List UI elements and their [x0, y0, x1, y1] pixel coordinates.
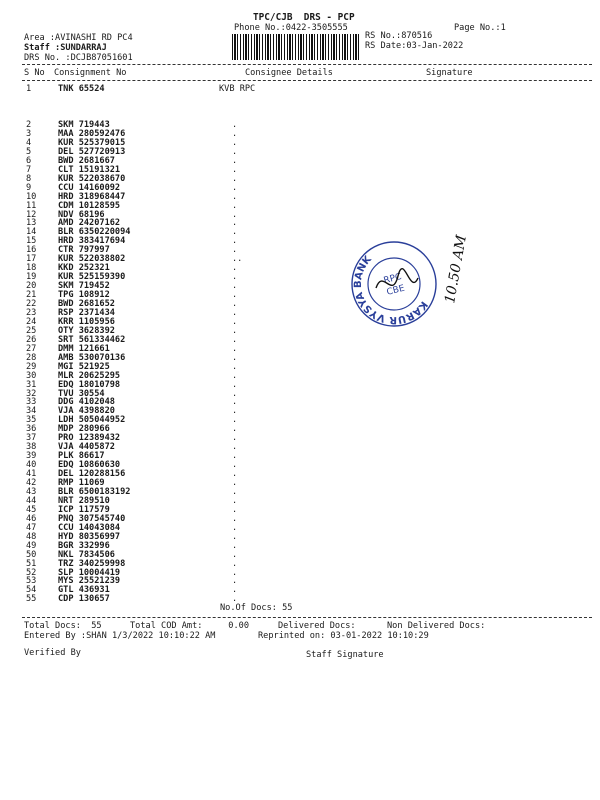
verified-by: Verified By [24, 648, 81, 658]
row-sno: 21 [26, 290, 37, 301]
column-consignment: Consignment No [54, 68, 127, 78]
row-consignee: . [232, 397, 238, 408]
row-consignee: . [232, 272, 238, 283]
row-consignee: . [232, 594, 238, 605]
row-sno: 2 [26, 120, 32, 130]
row-consignee: . [232, 227, 238, 238]
row-sno: 51 [26, 558, 37, 569]
bank-stamp [348, 238, 440, 330]
row-consignee: . [232, 540, 238, 551]
row-consignment: HRD 383417694 [58, 236, 126, 247]
row-sno: 1 [26, 84, 32, 94]
row-consignee: . [232, 406, 238, 417]
row-consignment: NRT 289510 [58, 495, 110, 506]
row-consignment: KKD 252321 [58, 263, 110, 274]
row-consignee: . [232, 549, 238, 560]
row-consignee: . [232, 442, 238, 453]
row-consignee: . [232, 379, 238, 390]
staff-label: Staff :SUNDARRAJ [24, 43, 107, 53]
row-consignment: EDQ 10860630 [58, 460, 121, 471]
row-consignee: . [232, 290, 238, 301]
row-consignment: SRT 561334462 [58, 334, 126, 345]
row-consignment: GTL 436931 [58, 585, 110, 596]
non-delivered-docs: Non Delivered Docs: [387, 621, 486, 631]
row-sno: 46 [26, 513, 37, 524]
row-consignment: BGR 332996 [58, 540, 110, 551]
row-consignee: . [232, 299, 238, 309]
row-consignment: EDQ 18010798 [58, 379, 121, 390]
row-sno: 8 [26, 173, 32, 184]
page-number: Page No.:1 [454, 23, 506, 33]
row-consignee: . [232, 478, 238, 488]
row-consignment: DDG 4102048 [58, 397, 115, 408]
row-consignment: LDH 505044952 [58, 415, 126, 426]
row-consignment: AMB 530070136 [58, 352, 126, 363]
phone-number: Phone No.:0422-3505555 [234, 23, 348, 33]
row-consignment: TNK 65524 [58, 84, 105, 94]
entered-by: Entered By :SHAN 1/3/2022 10:10:22 AM [24, 631, 216, 641]
header-divider [22, 64, 592, 65]
row-consignment: KUR 522038802 [58, 254, 126, 265]
row-sno: 44 [26, 495, 37, 506]
row-consignee: . [232, 469, 238, 480]
row-consignment: SLP 10004419 [58, 567, 121, 578]
document-title: TPC/CJB DRS - PCP [253, 12, 355, 23]
row-consignee: . [232, 504, 238, 515]
row-consignment: MDP 280966 [58, 424, 110, 435]
row-sno: 47 [26, 522, 37, 533]
row-consignment: KUR 525159390 [58, 272, 126, 283]
row-consignee: . [232, 281, 238, 292]
row-sno: 17 [26, 254, 37, 265]
row-consignment: AMD 24207162 [58, 218, 121, 229]
row-consignee: . [232, 361, 238, 372]
row-consignee: . [232, 200, 238, 211]
row-consignment: CCU 14043084 [58, 522, 121, 533]
row-sno: 50 [26, 549, 37, 560]
row-consignment: VJA 4405872 [58, 442, 115, 453]
row-consignment: BWD 2681652 [58, 299, 115, 309]
row-sno: 40 [26, 460, 37, 471]
column-divider [22, 80, 592, 81]
row-sno: 4 [26, 137, 32, 148]
row-consignee: . [232, 388, 238, 399]
row-sno: 55 [26, 594, 37, 605]
row-consignment: RSP 2371434 [58, 307, 115, 318]
row-sno: 9 [26, 182, 32, 193]
row-sno: 33 [26, 397, 37, 408]
row-sno: 39 [26, 451, 37, 462]
row-consignment: CTR 797997 [58, 245, 110, 256]
row-consignment: PLK 86617 [58, 451, 105, 462]
row-sno: 48 [26, 531, 37, 542]
row-sno: 34 [26, 406, 37, 417]
row-sno: 32 [26, 388, 37, 399]
row-consignee: . [232, 307, 238, 318]
row-sno: 38 [26, 442, 37, 453]
row-consignee: . [232, 415, 238, 426]
row-consignee: .. [232, 254, 243, 265]
row-consignment: PNQ 307545740 [58, 513, 126, 524]
row-consignee: . [232, 424, 238, 435]
row-sno: 6 [26, 155, 32, 166]
row-consignment: NKL 7834506 [58, 549, 115, 560]
row-consignment: KRR 1105956 [58, 316, 115, 327]
row-consignee: . [232, 155, 238, 166]
row-sno: 49 [26, 540, 37, 551]
row-consignee: . [232, 173, 238, 184]
row-sno: 30 [26, 370, 37, 381]
row-sno: 18 [26, 263, 37, 274]
row-consignee: . [232, 191, 238, 202]
row-consignee: . [232, 236, 238, 247]
no-of-docs: No.Of Docs: 55 [220, 603, 293, 613]
row-consignee: . [232, 486, 238, 497]
row-consignee: . [232, 513, 238, 524]
row-consignee: . [232, 585, 238, 596]
row-sno: 27 [26, 343, 37, 354]
row-sno: 11 [26, 200, 37, 211]
row-sno: 15 [26, 236, 37, 247]
row-sno: 37 [26, 433, 37, 444]
row-consignee: . [232, 495, 238, 506]
row-consignment: MLR 20625295 [58, 370, 121, 381]
row-sno: 35 [26, 415, 37, 426]
delivered-docs: Delivered Docs: [278, 621, 356, 631]
handwritten-time [440, 230, 480, 310]
row-consignment: BLR 6500183192 [58, 486, 131, 497]
row-sno: 42 [26, 478, 37, 488]
row-consignment: TRZ 340259998 [58, 558, 126, 569]
row-consignment: CLT 15191321 [58, 164, 121, 175]
row-consignment: MYS 25521239 [58, 576, 121, 587]
row-consignment: CDM 10128595 [58, 200, 121, 211]
table-row [0, 594, 600, 604]
row-consignment: KUR 525379015 [58, 137, 126, 148]
column-sno: S No [24, 68, 45, 78]
row-consignee: . [232, 325, 238, 336]
row-consignee: . [232, 120, 238, 130]
row-sno: 5 [26, 146, 32, 157]
handwritten-time-text: 10.50 AM [442, 233, 470, 305]
row-consignee: . [232, 370, 238, 381]
column-signature: Signature [426, 68, 473, 78]
row-consignment: DMM 121661 [58, 343, 110, 354]
row-consignment: ICP 117579 [58, 504, 110, 515]
column-consignee: Consignee Details [245, 68, 333, 78]
row-consignment: VJA 4398820 [58, 406, 115, 417]
row-consignee: . [232, 460, 238, 471]
row-sno: 36 [26, 424, 37, 435]
row-sno: 16 [26, 245, 37, 256]
stamp-cbe: CBE [385, 283, 406, 298]
total-docs: Total Docs: 55 [24, 621, 102, 631]
row-consignment: KUR 522038670 [58, 173, 126, 184]
row-consignment: TVU 30554 [58, 388, 105, 399]
row-consignment: NDV 68196 [58, 209, 105, 220]
row-consignee: . [232, 218, 238, 229]
row-sno: 12 [26, 209, 37, 220]
row-consignment: DEL 527720913 [58, 146, 126, 157]
row-sno: 45 [26, 504, 37, 515]
row-consignment: SKM 719443 [58, 120, 110, 130]
footer-divider [22, 617, 592, 618]
row-sno: 54 [26, 585, 37, 596]
row-consignee: . [232, 263, 238, 274]
row-sno: 31 [26, 379, 37, 390]
row-consignment: TPG 108912 [58, 290, 110, 301]
row-consignee: . [232, 334, 238, 345]
row-consignment: BLR 6350220094 [58, 227, 131, 238]
row-sno: 43 [26, 486, 37, 497]
row-sno: 14 [26, 227, 37, 238]
row-consignee: . [232, 433, 238, 444]
rs-date: RS Date:03-Jan-2022 [365, 41, 464, 51]
drs-number: DRS No. :DCJB87051601 [24, 53, 133, 63]
row-sno: 23 [26, 307, 37, 318]
row-sno: 41 [26, 469, 37, 480]
row-sno: 3 [26, 128, 32, 139]
row-consignment: CDP 130657 [58, 594, 110, 605]
row-consignee: . [232, 245, 238, 256]
row-consignee: . [232, 576, 238, 587]
row-consignee: . [232, 182, 238, 193]
row-sno: 19 [26, 272, 37, 283]
row-consignment: RMP 11069 [58, 478, 105, 488]
row-consignee: . [232, 137, 238, 148]
row-consignee: . [232, 128, 238, 139]
row-consignee: . [232, 209, 238, 220]
row-consignment: BWD 2681667 [58, 155, 115, 166]
row-sno: 26 [26, 334, 37, 345]
row-sno: 28 [26, 352, 37, 363]
row-consignee: . [232, 146, 238, 157]
row-sno: 7 [26, 164, 32, 175]
row-sno: 13 [26, 218, 37, 229]
row-consignment: HRD 318968447 [58, 191, 126, 202]
row-consignee: . [232, 531, 238, 542]
reprinted-on: Reprinted on: 03-01-2022 10:10:29 [258, 631, 429, 641]
row-consignment: PRO 12389432 [58, 433, 121, 444]
row-sno: 53 [26, 576, 37, 587]
table-row [0, 84, 600, 94]
row-consignee: . [232, 164, 238, 175]
stamp-rpc: RPC [382, 272, 403, 287]
row-sno: 52 [26, 567, 37, 578]
row-sno: 22 [26, 299, 37, 309]
staff-signature: Staff Signature [306, 650, 384, 660]
row-sno: 24 [26, 316, 37, 327]
rs-number: RS No.:870516 [365, 31, 433, 41]
area-label: Area :AVINASHI RD PC4 [24, 33, 133, 43]
row-consignment: OTY 3628392 [58, 325, 115, 336]
row-consignment: HYD 80356997 [58, 531, 121, 542]
row-sno: 10 [26, 191, 37, 202]
row-consignment: MGI 521925 [58, 361, 110, 372]
row-consignment: CCU 14160092 [58, 182, 121, 193]
row-consignment: SKM 719452 [58, 281, 110, 292]
row-consignee: . [232, 343, 238, 354]
row-consignee: . [232, 316, 238, 327]
stamp-ring-text: KARUR VYSYA BANK [352, 254, 430, 326]
barcode [232, 34, 360, 60]
row-consignee: . [232, 451, 238, 462]
total-cod-amount: Total COD Amt: 0.00 [130, 621, 249, 631]
row-sno: 25 [26, 325, 37, 336]
row-sno: 20 [26, 281, 37, 292]
row-consignment: DEL 120288156 [58, 469, 126, 480]
row-consignee: . [232, 567, 238, 578]
row-consignment: MAA 280592476 [58, 128, 126, 139]
row-consignee: . [232, 558, 238, 569]
row-consignee: . [232, 352, 238, 363]
row-consignee: . [232, 522, 238, 533]
row-sno: 29 [26, 361, 37, 372]
row-consignee: KVB RPC [219, 84, 256, 94]
